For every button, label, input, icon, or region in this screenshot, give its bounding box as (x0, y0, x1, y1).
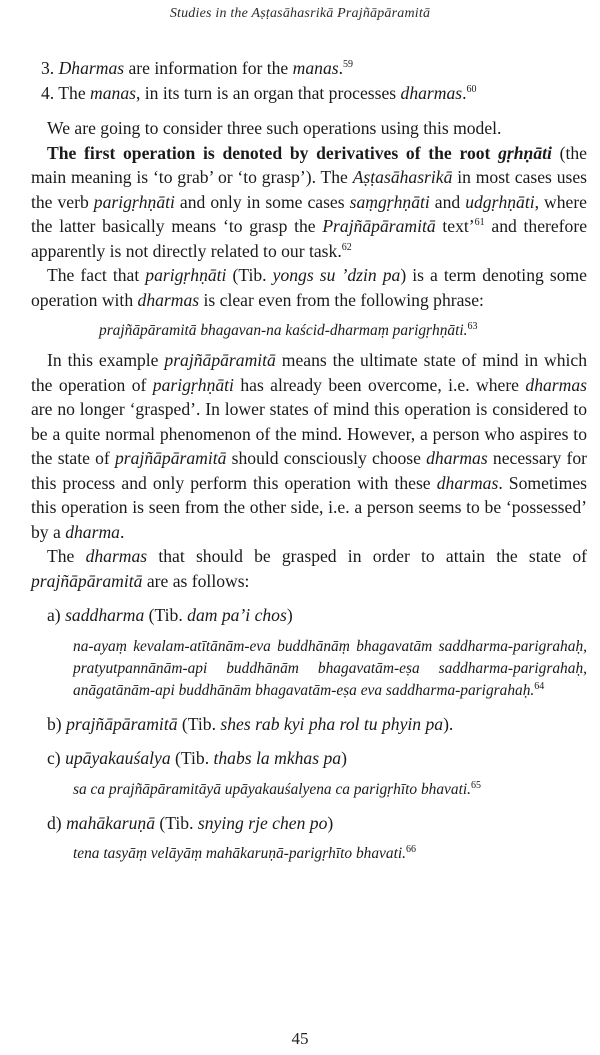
term: prajñāpāramitā (164, 350, 276, 370)
text-run: are no longer ‘grasped’. In lower states of mind this operation is considered to be a quite normal phenomenon of the mind. However, a person who aspires to the state of (31, 399, 587, 468)
text-run: (Tib. (177, 713, 221, 734)
text-run: . (338, 58, 343, 78)
footnote-ref: 66 (406, 843, 416, 855)
term: parigṛhṇāti (93, 191, 175, 212)
paragraph-first-operation (31, 141, 587, 264)
term: prajñāpāramitā (31, 570, 143, 591)
quote-text: sa ca prajñāpāramitāyā upāyakauśalyena ca parigṛhīto bhavati. (73, 780, 471, 798)
list-item-c (47, 746, 587, 771)
text-run: ) (327, 812, 334, 833)
text-run: and (429, 191, 466, 212)
text-run: ) (341, 748, 347, 768)
text-run: is clear even from the following phrase: (199, 289, 484, 310)
text-run: (the main meaning is ‘to grab’ or ‘to grasp’). The (31, 142, 587, 187)
paragraph-list-intro (31, 544, 587, 593)
quotation-64 (73, 636, 587, 702)
text-run: and only in some cases (174, 191, 350, 212)
term: saddharma (65, 605, 145, 625)
item-number: 3. (41, 58, 59, 78)
item-label: d) (47, 812, 67, 833)
footnote-ref: 62 (341, 241, 352, 253)
tibetan-term: thabs la mkhas pa (213, 748, 342, 768)
tibetan-term: dam pa’i chos (187, 605, 287, 625)
footnote-ref: 63 (467, 320, 478, 332)
term: Prajñāpāramitā (322, 216, 436, 236)
tibetan-term: yongs su ’dzin pa (272, 265, 401, 285)
item-label: b) (47, 713, 67, 734)
term: dharmas (525, 374, 587, 395)
quote-text: na-ayaṃ kevalam-atītānām-eva buddhānāṃ bhagavatām saddharma-parigrahaḥ, pratyutpannānām-api buddhānām bhagavatām-eṣa saddharma-parigrahaḥ, anāgatānām-api buddhānām bhagavatām-eṣa eva saddharma-parigrahaḥ. (73, 637, 587, 699)
footnote-ref: 60 (466, 83, 477, 95)
page-body (31, 56, 587, 871)
paragraph-intro: We are going to consider three such operations using this model. (47, 118, 502, 138)
term: prajñāpāramitā (115, 448, 227, 468)
text-run: . (462, 82, 467, 103)
text-run: . (119, 521, 125, 542)
text-run: has already been overcome, i.e. where (233, 374, 526, 395)
term: dharma (65, 521, 120, 542)
term: mahākaruṇā (66, 812, 156, 833)
item-label: c) (47, 748, 66, 768)
tibetan-term: shes rab kyi pha rol tu phyin pa (220, 713, 444, 734)
text-run: , where the latter basically means ‘to grasp the (31, 191, 587, 236)
term: manas (292, 58, 339, 78)
term: parigṛhṇāti (145, 265, 227, 285)
text-run: (Tib. (226, 265, 273, 285)
text-run: (Tib. (170, 748, 214, 768)
term: manas (90, 82, 136, 103)
text-run: In this example (47, 350, 165, 370)
text-run: ) is a term denoting some operation with (31, 265, 587, 310)
list-item-3 (41, 56, 587, 81)
bold-heading-run: The first operation is denoted by derivatives of the root (47, 142, 491, 163)
text-run: The (47, 546, 86, 566)
text-run: (Tib. (144, 605, 188, 625)
term: udgṛhṇāti (465, 191, 535, 212)
text-run: (Tib. (155, 812, 198, 833)
item-label: a) (47, 605, 66, 625)
text-run: are as follows: (142, 570, 250, 591)
quote-text: tena tasyāṃ velāyāṃ mahākaruṇā-parigṛhīto bhavati. (73, 845, 406, 862)
footnote-ref: 59 (343, 59, 353, 71)
text-run: are information for the (124, 58, 293, 78)
list-item-4 (41, 81, 587, 106)
term: Aṣṭasāhasrikā (352, 167, 453, 187)
paragraph-parigrhnati (31, 263, 587, 312)
text-run: in most cases uses the verb (31, 167, 587, 212)
term: dharmas (400, 82, 463, 103)
term: gṛhṇāti (498, 142, 552, 163)
text-run: that should be grasped in order to attain the state of (147, 546, 587, 566)
term: upāyakauśalya (65, 748, 171, 768)
text-run: should consciously choose (226, 448, 427, 468)
term: prajñāpāramitā (66, 713, 178, 734)
text-run: . Sometimes this operation is seen from the other side, i.e. a person seems to be ‘possessed’ by a (31, 472, 588, 542)
text-run: necessary for this process and only perform this operation with these (31, 448, 587, 493)
quote-text: prajñāpāramitā bhagavan-na kaścid-dharmaṃ parigṛhṇāti. (99, 322, 468, 339)
text-run: text’ (435, 216, 475, 236)
term: saṃgṛhṇāti (349, 191, 430, 212)
paragraph-example (31, 348, 587, 544)
text-run: ) (286, 605, 293, 625)
quotation-66 (73, 843, 587, 865)
term: Dharmas (58, 58, 125, 78)
quotation-65 (73, 779, 587, 801)
text-run: The fact that (47, 265, 146, 285)
list-item-b (47, 712, 587, 737)
running-header: Studies in the Aṣṭasāhasrikā Prajñāpāramitā (169, 6, 431, 21)
footnote-ref: 64 (534, 680, 545, 692)
tibetan-term: snying rje chen po (197, 812, 328, 833)
footnote-ref: 65 (470, 779, 481, 791)
text-run: means the ultimate state of mind in which the operation of (31, 350, 587, 395)
term: parigṛhṇāti (152, 374, 234, 395)
text-run: and therefore apparently is not directly related to our task. (31, 216, 588, 261)
text-run: 4. The (41, 82, 91, 103)
list-item-d (47, 811, 587, 836)
list-item-a (47, 603, 587, 628)
quotation-63 (99, 320, 587, 342)
text-run: , in its turn is an organ that processes (135, 82, 401, 103)
text-run: ). (443, 713, 454, 734)
page-number: 45 (291, 1029, 309, 1048)
term: dharmas (436, 472, 499, 493)
term: dharmas (85, 546, 148, 566)
footnote-ref: 61 (474, 217, 485, 229)
term: dharmas (426, 448, 488, 468)
term: dharmas (137, 289, 200, 310)
